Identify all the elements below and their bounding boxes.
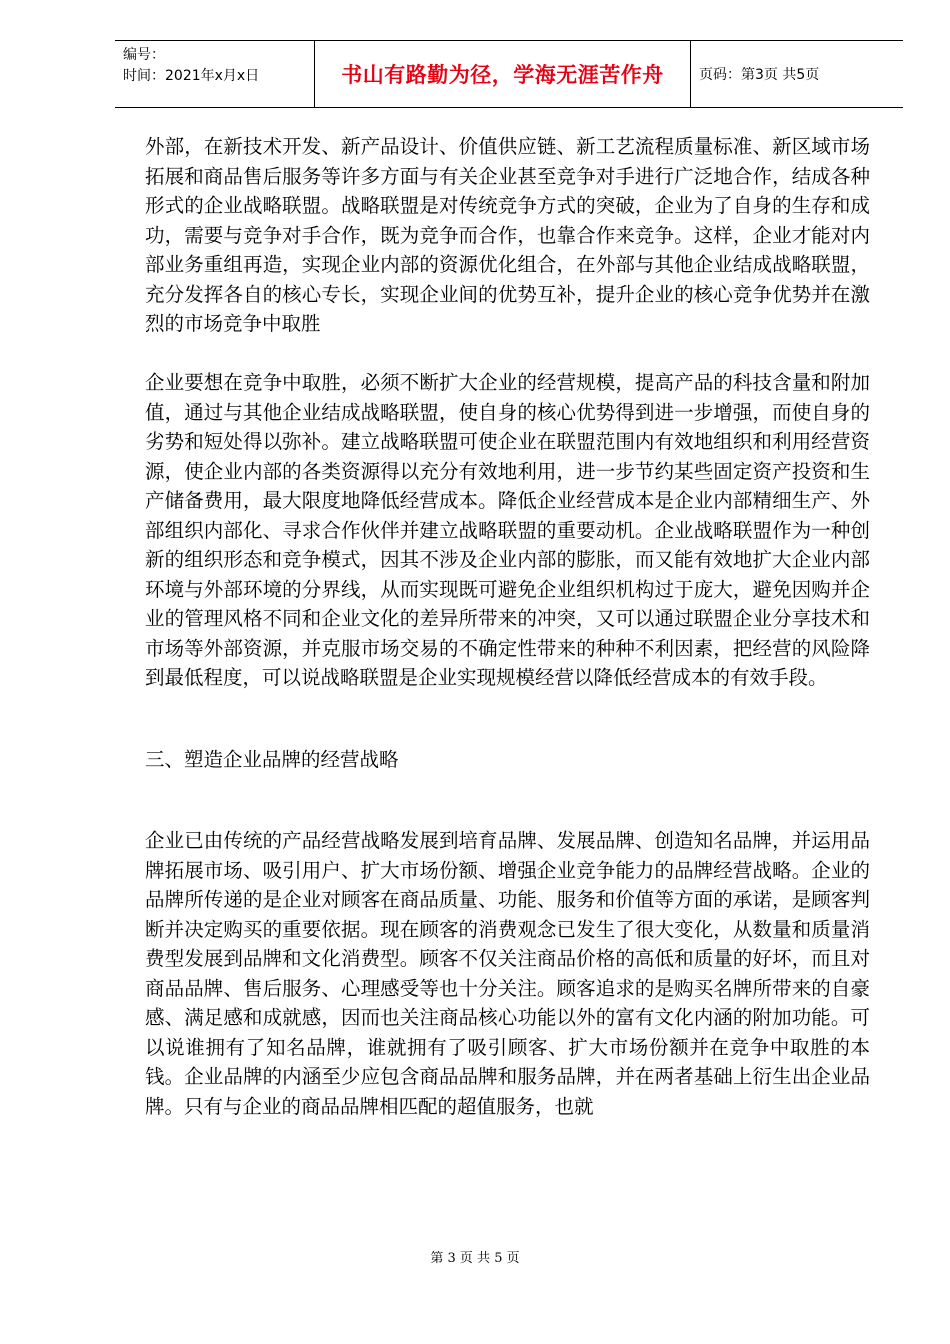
page-footer: 第 3 页 共 5 页 [430,1251,520,1266]
header-page-number: 页码：第3页 共5页 [699,67,820,83]
paragraph-alliance-cost: 企业要想在竞争中取胜，必须不断扩大企业的经营规模，提高产品的科技含量和附加值，通过与其他企业结成战略联盟，使自身的核心优势得到进一步增强，而使自身的劣势和短处得以弥补。建立战略联盟可使企业在联盟范围内有效地组织和利用经营资源，使企业内部的各类资源得以充分有效地利用，进一步节约某些固定资产投资和生产储备费用，最大限度地降低经营成本。降低企业经营成本是企业内部精细生产、外部组织内部化、寻求合作伙伴并建立战略联盟的重要动机。企业战略联盟作为一种创新的组织形态和竞争模式，因其不涉及企业内部的膨胀，而又能有效地扩大企业内部环境与外部环境的分界线，从而实现既可避免企业组织机构过于庞大，避免因购并企业的管理风格不同和企业文化的差异所带来的冲突，又可以通过联盟企业分享技术和市场等外部资源，并克服市场交易的不确定性带来的种种不利因素，把经营的风险降到最低程度，可以说战略联盟是企业实现规模经营以降低经营成本的有效手段。 [145,371,870,689]
header-meta [115,41,315,107]
serial-number-label: 编号： [123,47,165,63]
header-slogan: 书山有路勤为径，学海无涯苦作舟 [315,41,691,107]
section-heading: 三、塑造企业品牌的经营战略 [145,747,399,771]
document-body [145,132,870,1121]
date-label: 时间：2021年x月x日 [123,68,260,84]
paragraph-brand-strategy: 企业已由传统的产品经营战略发展到培育品牌、发展品牌、创造知名品牌，并运用品牌拓展市场、吸引用户、扩大市场份额、增强企业竞争能力的品牌经营战略。企业的品牌所传递的是企业对顾客在商品质量、功能、服务和价值等方面的承诺，是顾客判断并决定购买的重要依据。现在顾客的消费观念已发生了很大变化，从数量和质量消费型发展到品牌和文化消费型。顾客不仅关注商品价格的高低和质量的好坏，而且对商品品牌、售后服务、心理感受等也十分关注。顾客追求的是购买名牌所带来的自豪感、满足感和成就感，因而也关注商品核心功能以外的富有文化内涵的附加功能。可以说谁拥有了知名品牌，谁就拥有了吸引顾客、扩大市场份额并在竞争中取胜的本钱。企业品牌的内涵至少应包含商品品牌和服务品牌，并在两者基础上衍生出企业品牌。只有与企业的商品品牌相匹配的超值服务，也就 [145,829,870,1118]
page-header [115,40,903,108]
paragraph-alliance-continued: 外部，在新技术开发、新产品设计、价值供应链、新工艺流程质量标准、新区域市场拓展和商品售后服务等许多方面与有关企业甚至竞争对手进行广泛地合作，结成各种形式的企业战略联盟。战略联盟是对传统竞争方式的突破，企业为了自身的生存和成功，需要与竞争对手合作，既为竞争而合作，也靠合作来竞争。这样，企业才能对内部业务重组再造，实现企业内部的资源优化组合，在外部与其他企业结成战略联盟，充分发挥各自的核心专长，实现企业间的优势互补，提升企业的核心竞争优势并在激烈的市场竞争中取胜 [145,135,870,335]
